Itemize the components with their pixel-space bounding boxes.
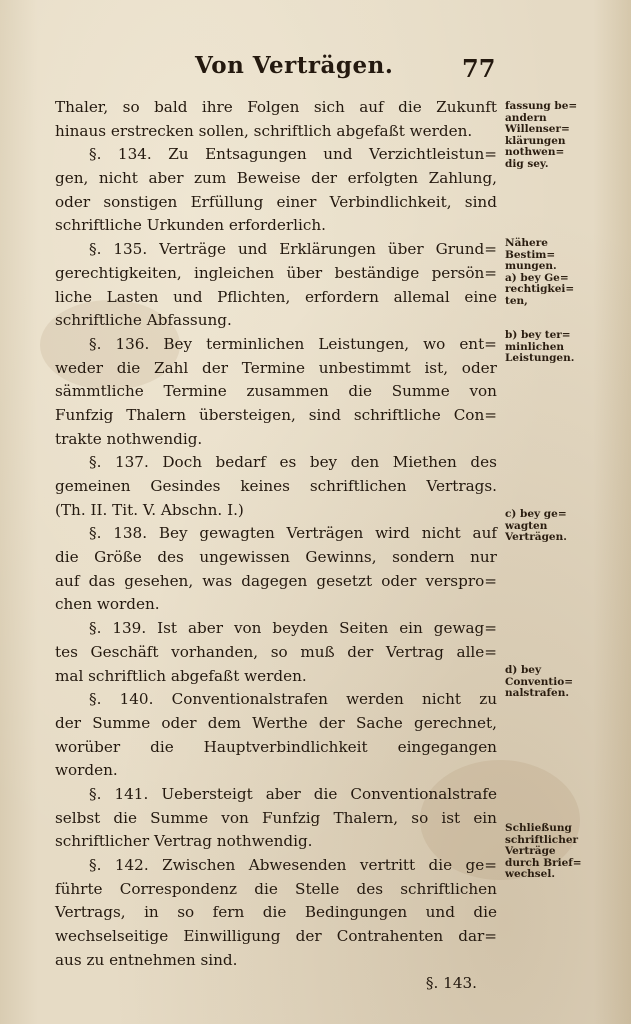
margin-note-line: Bestim= <box>505 248 556 261</box>
word: worüber <box>55 737 121 756</box>
word: sonstigen <box>103 192 178 211</box>
word: keines <box>240 477 290 495</box>
word: Correspondenz <box>119 879 237 898</box>
word: von <box>221 808 249 827</box>
word: so <box>270 642 288 661</box>
word: selbst <box>55 808 101 827</box>
word: Seiten <box>339 619 389 638</box>
word: 142. <box>114 856 149 874</box>
word: schriftlichen <box>309 477 407 495</box>
margin-note-line: c) bey ge= <box>505 508 567 520</box>
word: ist, <box>424 358 449 377</box>
text-line <box>55 404 497 428</box>
word: alle= <box>456 642 497 661</box>
word: ist <box>441 808 461 827</box>
text-line <box>55 641 497 665</box>
catchword: §. 143. <box>425 974 477 993</box>
word: §. <box>89 240 102 259</box>
word: Termine <box>241 358 306 377</box>
word: es <box>279 453 297 472</box>
text-line <box>55 783 497 807</box>
word: Summe <box>150 808 209 827</box>
text-line <box>55 878 497 902</box>
word: die <box>150 737 174 756</box>
text-line: (Th. II. Tit. V. Abschn. I.) <box>55 500 244 519</box>
margin-note-line: rechtigkei= <box>505 283 575 295</box>
word: ein <box>399 619 423 638</box>
margin-note-line: Willenser= <box>505 123 570 135</box>
text-line <box>55 617 497 641</box>
word: die <box>348 382 372 401</box>
text-line <box>55 736 497 760</box>
word: erfolgten <box>347 169 419 188</box>
word: Grund= <box>435 240 497 259</box>
word: sondern <box>392 548 455 567</box>
word: Doch <box>162 453 202 472</box>
word: nur <box>470 548 497 567</box>
text-line <box>55 901 497 925</box>
word: sind <box>308 405 341 424</box>
text-line <box>55 925 497 949</box>
text-line: schriftliche Urkunden erforderlich. <box>55 216 326 235</box>
word: Pflichten, <box>217 287 291 306</box>
margin-note-line: d) bey <box>505 664 542 676</box>
text-line: worden. <box>55 761 118 780</box>
word: Termine <box>163 382 227 401</box>
word: von <box>233 619 262 638</box>
margin-note <box>505 101 615 170</box>
word: aber <box>265 784 301 803</box>
word: des <box>470 453 497 472</box>
margin-note-line: b) bey ter= <box>505 329 571 341</box>
word: die <box>113 808 137 827</box>
text-line <box>55 546 497 570</box>
word: beständige <box>334 263 420 282</box>
word: oder <box>161 713 197 732</box>
word: zum <box>194 169 227 188</box>
word: Gewinns, <box>305 548 377 567</box>
word: Sache <box>356 713 403 732</box>
margin-note-line: nalstrafen. <box>505 687 570 699</box>
word: über <box>387 240 424 259</box>
word: dagegen <box>241 571 308 590</box>
word: Thalern <box>126 405 187 424</box>
margin-note-line: dig sey. <box>505 157 549 170</box>
text-line: trakte nothwendig. <box>55 429 203 448</box>
word: Vertrags. <box>426 477 497 495</box>
word: dar= <box>458 927 497 946</box>
word: ihre <box>201 98 233 116</box>
margin-note-line: Verträge <box>505 845 556 857</box>
word: Zukunft <box>436 98 497 116</box>
margin-note-line: schriftlicher <box>505 833 579 846</box>
margin-note-line: klärungen <box>505 134 566 147</box>
word: auf <box>472 524 497 543</box>
margin-note-line: fassung be= <box>505 100 578 112</box>
text-line <box>55 238 497 262</box>
word: was <box>202 571 233 590</box>
word: 137. <box>114 453 149 472</box>
text-line <box>55 96 497 120</box>
text-line <box>55 191 497 215</box>
margin-note-line: Verträgen. <box>505 531 567 543</box>
word: Miethen <box>392 453 457 472</box>
text-line: aus zu entnehmen sind. <box>55 950 238 969</box>
word: gen, <box>55 169 89 188</box>
word: über <box>286 263 323 282</box>
word: oder <box>55 192 91 211</box>
word: Funfzig <box>55 405 114 424</box>
text-line <box>55 688 497 712</box>
text-line <box>55 522 497 546</box>
word: gerechnet, <box>413 713 497 732</box>
word: ge= <box>465 856 497 874</box>
word: Beweise <box>236 169 301 188</box>
word: einer <box>276 192 317 211</box>
word: Hauptverbindlichkeit <box>203 737 368 756</box>
word: Zu <box>168 145 189 164</box>
word: Gesindes <box>150 477 221 495</box>
word: Zahlung, <box>428 169 497 188</box>
word: Bey <box>158 524 188 543</box>
word: wird <box>375 524 410 543</box>
word: gemeinen <box>55 477 131 495</box>
word: aber <box>187 619 223 638</box>
text-line <box>55 262 497 286</box>
word: die <box>428 856 453 874</box>
word: §. <box>89 784 102 803</box>
word: das <box>88 571 116 590</box>
word: und <box>237 240 268 259</box>
word: persön= <box>431 263 497 282</box>
text-line: mal schriftlich abgefaßt werden. <box>55 666 307 685</box>
margin-note <box>505 509 615 544</box>
margin-note-line: minlichen <box>505 340 565 353</box>
page-number: 77 <box>462 54 496 83</box>
margin-note-line: andern <box>505 111 547 124</box>
word: Summe <box>92 713 151 732</box>
margin-note <box>505 823 615 881</box>
word: bald <box>154 98 188 116</box>
word: Summe <box>391 382 450 401</box>
margin-note-line: mungen. <box>505 260 557 272</box>
word: nicht <box>98 169 138 188</box>
margin-note-line: Conventio= <box>505 675 574 688</box>
word: der <box>318 713 345 732</box>
word: die <box>262 903 287 922</box>
margin-note-line: nothwen= <box>505 146 565 158</box>
word: Erfüllung <box>190 192 264 211</box>
word: Einwilligung <box>183 927 281 946</box>
word: bedarf <box>215 453 266 472</box>
text-line <box>55 333 497 357</box>
word: wechselseitige <box>55 927 169 946</box>
word: Verträge <box>159 240 227 259</box>
margin-note-line: durch Brief= <box>505 856 582 869</box>
margin-note-line: wagten <box>505 519 548 532</box>
word: eine <box>464 287 497 306</box>
margin-note-line: ten, <box>505 294 528 307</box>
word: unbestimmt <box>318 358 411 377</box>
text-line <box>55 357 497 381</box>
word: gewagten <box>199 524 275 543</box>
text-line <box>55 143 497 167</box>
word: in <box>144 903 159 922</box>
word: 135. <box>113 240 148 259</box>
word: allemal <box>393 287 450 306</box>
word: nicht <box>421 690 462 709</box>
word: 139. <box>112 619 147 638</box>
word: erfordern <box>304 287 379 306</box>
word: der <box>55 713 81 732</box>
text-line <box>55 807 497 831</box>
word: §. <box>89 856 102 874</box>
word: muß <box>300 642 335 661</box>
word: gesetzt <box>316 571 373 590</box>
word: werden <box>346 690 404 709</box>
text-line <box>55 854 497 878</box>
word: §. <box>89 619 102 638</box>
word: Abwesenden <box>248 856 347 874</box>
word: 140. <box>119 690 154 709</box>
word: 138. <box>113 524 148 543</box>
word: oder <box>461 358 497 377</box>
word: Con= <box>453 405 497 424</box>
text-line <box>55 286 497 310</box>
word: sämmtliche <box>55 382 144 401</box>
word: Vertrag <box>385 642 444 661</box>
word: 141. <box>114 784 149 803</box>
text-line <box>55 167 497 191</box>
word: Thaler, <box>55 98 109 116</box>
margin-note-line: wechsel. <box>505 868 555 880</box>
word: weder <box>55 358 103 377</box>
word: Verzichtleistun= <box>369 145 497 164</box>
word: tes <box>55 642 78 661</box>
margin-note-line: Schließung <box>505 822 572 834</box>
word: nicht <box>421 524 461 543</box>
word: Zahl <box>154 358 189 377</box>
text-line: schriftliche Abfassung. <box>55 311 232 330</box>
word: Vertrags, <box>55 903 126 922</box>
word: die <box>473 903 497 922</box>
word: der <box>311 169 338 188</box>
word: und <box>425 903 455 922</box>
word: gerechtigkeiten, <box>55 263 182 282</box>
word: Contrahenten <box>336 927 444 946</box>
word: den <box>350 453 380 472</box>
word: Funfzig <box>261 808 321 827</box>
word: ungewissen <box>199 548 290 567</box>
text-line <box>55 570 497 594</box>
word: Verträgen <box>286 524 364 543</box>
word: und <box>173 287 203 306</box>
margin-note-line: a) bey Ge= <box>505 271 569 284</box>
word: auf <box>55 571 80 590</box>
text-line <box>55 712 497 736</box>
word: aber <box>148 169 184 188</box>
word: Zwischen <box>162 856 236 874</box>
main-text <box>55 96 497 996</box>
word: die <box>254 879 278 898</box>
word: Geschäft <box>90 642 159 661</box>
word: der <box>347 642 374 661</box>
word: oder <box>381 571 417 590</box>
margin-note-line: Leistungen. <box>505 352 575 364</box>
word: Thalern, <box>333 808 399 827</box>
word: §. <box>89 334 102 353</box>
word: so <box>122 98 140 116</box>
word: Werthe <box>252 713 308 732</box>
word: gewag= <box>433 619 497 638</box>
word: §. <box>89 524 102 543</box>
word: Folgen <box>247 98 300 116</box>
word: der <box>295 927 322 946</box>
word: Bedingungen <box>304 903 408 922</box>
word: Leistungen, <box>318 334 410 353</box>
word: die <box>116 358 141 377</box>
word: die <box>55 548 79 567</box>
word: vertritt <box>359 856 416 874</box>
margin-note-line: Nähere <box>505 237 548 249</box>
word: ein <box>473 808 497 827</box>
word: Entsagungen <box>205 145 307 164</box>
margin-note <box>505 330 615 365</box>
word: fern <box>212 903 245 922</box>
word: §. <box>89 453 102 472</box>
text-line <box>55 451 497 475</box>
word: terminlichen <box>206 334 305 353</box>
word: Uebersteigt <box>161 784 253 803</box>
word: des <box>356 879 383 898</box>
word: die <box>398 98 422 116</box>
word: so <box>177 903 195 922</box>
word: schriftliche <box>353 405 441 424</box>
margin-note <box>505 665 615 700</box>
word: übersteigen, <box>199 405 296 424</box>
word: gesehen, <box>124 571 194 590</box>
word: liche <box>55 287 92 306</box>
word: eingegangen <box>397 737 497 756</box>
word: Erklärungen <box>279 240 376 259</box>
text-line: schriftlicher Vertrag nothwendig. <box>55 832 313 851</box>
word: so <box>411 808 429 827</box>
word: und <box>323 145 353 164</box>
word: sind <box>464 192 497 211</box>
word: von <box>469 382 497 401</box>
word: §. <box>89 145 102 164</box>
word: führte <box>55 879 103 898</box>
word: Stelle <box>295 879 340 898</box>
word: verspro= <box>425 571 497 590</box>
word: Lasten <box>106 287 159 306</box>
word: auf <box>359 98 384 116</box>
word: 136. <box>115 334 150 353</box>
word: Ist <box>157 619 178 638</box>
word: bey <box>309 453 338 472</box>
text-line <box>55 380 497 404</box>
word: Conventionalstrafe <box>350 784 497 803</box>
running-head: Von Verträgen. <box>195 52 394 79</box>
word: Bey <box>163 334 193 353</box>
word: Conventionalstrafen <box>171 690 328 709</box>
word: vorhanden, <box>171 642 259 661</box>
word: Verbindlichkeit, <box>329 192 452 211</box>
word: zu <box>479 690 497 709</box>
word: die <box>313 784 338 803</box>
text-line <box>55 475 497 499</box>
word: schriftlichen <box>400 879 497 898</box>
word: beyden <box>272 619 329 638</box>
word: sich <box>313 98 345 116</box>
word: Größe <box>94 548 142 567</box>
word: zusammen <box>246 382 329 401</box>
word: ent= <box>459 334 497 353</box>
word: der <box>202 358 229 377</box>
margin-note <box>505 238 615 307</box>
word: des <box>157 548 184 567</box>
word: wo <box>423 334 446 353</box>
text-line: chen worden. <box>55 595 160 614</box>
word: §. <box>89 690 102 709</box>
word: ingleichen <box>194 263 275 282</box>
text-line: hinaus erstrecken sollen, schriftlich abgefaßt werden. <box>55 121 473 140</box>
word: dem <box>207 713 241 732</box>
word: 134. <box>117 145 152 164</box>
